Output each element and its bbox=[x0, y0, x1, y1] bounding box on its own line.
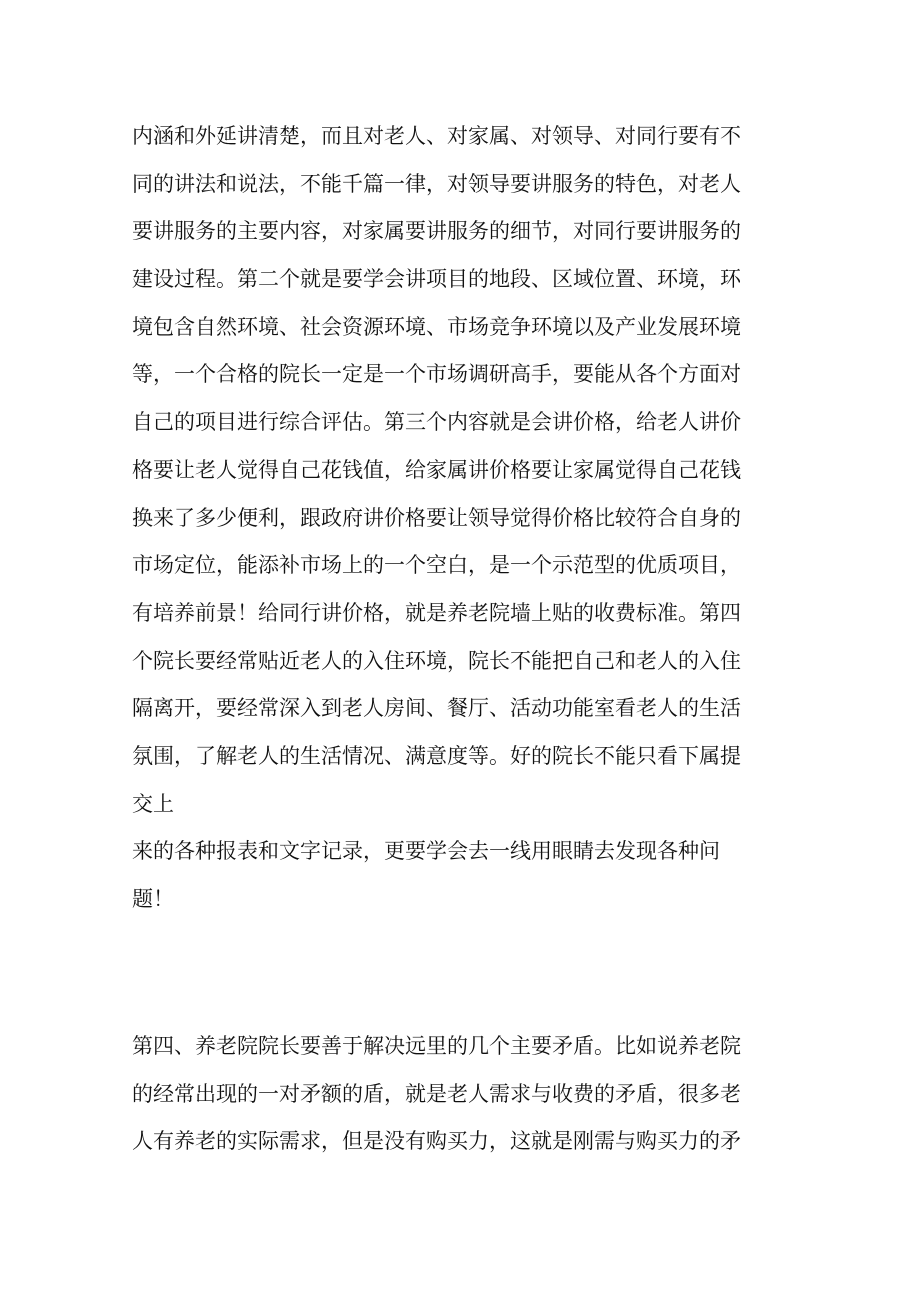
text-line: 境包含自然环境、社会资源环境、市场竞争环境以及产业发展环境 bbox=[132, 314, 741, 339]
text-line: 同的讲法和说法，不能千篇一律，对领导要讲服务的特色，对老人 bbox=[132, 171, 741, 196]
text-line: 来的各种报表和文字记录，更要学会去一线用眼睛去发现各种问 bbox=[132, 839, 720, 864]
text-line: 隔离开，要经常深入到老人房间、餐厅、活动功能室看老人的生活 bbox=[132, 696, 741, 721]
paragraph-2 bbox=[132, 1023, 802, 1166]
text-line: 换来了多少便利，跟政府讲价格要让领导觉得价格比较符合自身的 bbox=[132, 505, 741, 530]
text-line: 人有养老的实际需求，但是没有购买力，这就是刚需与购买力的矛 bbox=[132, 1129, 741, 1154]
text-line: 题！ bbox=[132, 887, 174, 911]
text-line: 的经常出现的一对矛额的盾，就是老人需求与收费的矛盾，很多老 bbox=[132, 1081, 741, 1106]
text-line: 自己的项目进行综合评估。第三个内容就是会讲价格，给老人讲价 bbox=[132, 410, 741, 435]
text-line: 个院长要经常贴近老人的入住环境，院长不能把自己和老人的入住 bbox=[132, 648, 741, 673]
text-line: 第四、养老院院长要善于解决远里的几个主要矛盾。比如说养老院 bbox=[132, 1034, 741, 1058]
text-line: 交上 bbox=[132, 791, 174, 816]
text-line: 有培养前景！给同行讲价格，就是养老院墙上贴的收费标准。第四 bbox=[132, 600, 741, 625]
text-line: 内涵和外延讲清楚，而且对老人、对家属、对领导、对同行要有不 bbox=[132, 124, 741, 148]
text-line: 建设过程。第二个就是要学会讲项目的地段、区域位置、环境，环 bbox=[132, 267, 741, 292]
text-line: 格要让老人觉得自己花钱值，给家属讲价格要让家属觉得自己花钱 bbox=[132, 457, 741, 482]
text-line: 氛围，了解老人的生活情况、满意度等。好的院长不能只看下属提 bbox=[132, 743, 741, 768]
paragraph-1 bbox=[132, 113, 802, 924]
text-line: 等，一个合格的院长一定是一个市场调研高手，要能从各个方面对 bbox=[132, 362, 741, 387]
text-line: 市场定位，能添补市场上的一个空白，是一个示范型的优质项目， bbox=[132, 553, 741, 578]
text-line: 要讲服务的主要内容，对家属要讲服务的细节，对同行要讲服务的 bbox=[132, 219, 741, 244]
